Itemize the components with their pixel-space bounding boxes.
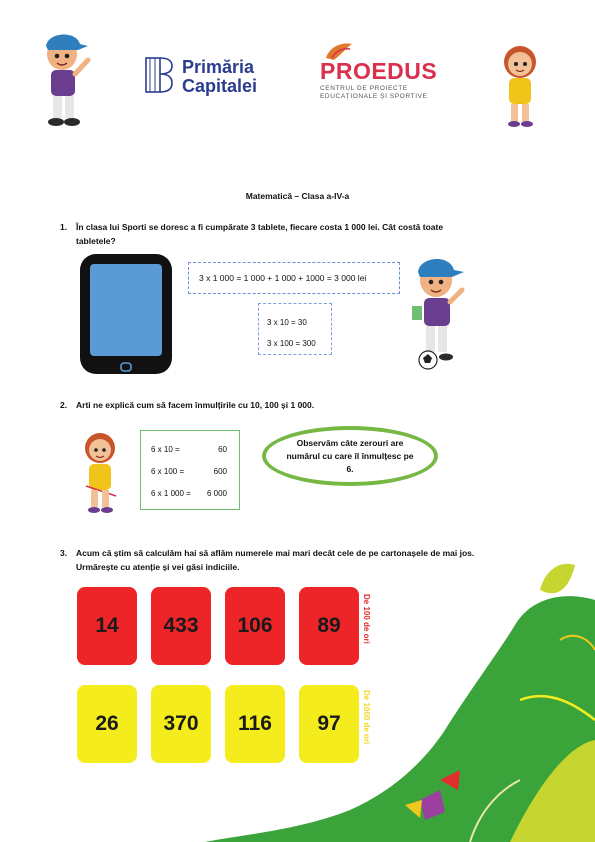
q2-row-right: 60 — [218, 445, 227, 454]
q1-text: În clasa lui Sporti se doresc a fi cumpărate 3 tablete, fiecare costa 1 000 lei. Cât costă toate tabletele? — [76, 222, 444, 246]
q2-row-right: 600 — [213, 467, 227, 476]
red-card: 89 — [299, 587, 359, 665]
q2-speech-bubble — [262, 426, 438, 486]
yellow-card: 370 — [151, 685, 211, 763]
q1-calc-b: 3 x 100 = 300 — [267, 339, 316, 348]
primaria-logo-text — [182, 58, 257, 96]
q2-row-right: 6 000 — [206, 489, 227, 498]
proedus-logo — [320, 40, 444, 98]
q2-multiplication-box — [140, 430, 240, 510]
q2-bubble-text: Observăm câte zerouri are numărul cu care îl înmulțesc pe 6. — [286, 437, 414, 474]
q1-number: 1. — [60, 222, 68, 232]
boy-mascot-with-ball — [408, 250, 472, 370]
q2-text: Arti ne explică cum să facem înmulțirile cu 10, 100 și 1 000. — [76, 400, 315, 410]
q3-number: 3. — [60, 548, 68, 558]
red-cards-label: De 100 de ori — [362, 594, 371, 644]
logo1-line2: Capitalei — [182, 76, 258, 96]
q2-row-left: 6 x 100 = — [151, 467, 185, 476]
proedus-subtitle — [320, 85, 427, 100]
q2-row-left: 6 x 1 000 = — [151, 489, 191, 498]
q2-number: 2. — [60, 400, 68, 410]
yellow-cards-label: De 1000 de ori — [362, 690, 371, 745]
yellow-card: 116 — [225, 685, 285, 763]
q2-row — [151, 483, 227, 505]
girl-mascot — [496, 38, 546, 128]
proedus-sub-line1: CENTRUL DE PROIECTE — [320, 85, 408, 92]
yellow-card: 26 — [77, 685, 137, 763]
red-card: 433 — [151, 587, 211, 665]
q2-row — [151, 439, 227, 461]
q2-row — [151, 461, 227, 483]
q1-main-calc-box — [188, 262, 400, 294]
yellow-card: 97 — [299, 685, 359, 763]
q2-row-left: 6 x 10 = — [151, 445, 180, 454]
q1-small-calc-box — [258, 303, 332, 355]
page-title: Matematică – Clasa a-IV-a — [245, 191, 350, 201]
primaria-logo-icon — [144, 56, 174, 94]
boy-mascot — [38, 26, 94, 132]
girl-mascot-small — [76, 426, 126, 516]
logo1-line1: Primăria — [182, 57, 255, 77]
proedus-wordmark: PROEDUS — [320, 58, 438, 84]
red-card: 14 — [77, 587, 137, 665]
q1-calc-a: 3 x 10 = 30 — [267, 318, 307, 327]
q3-text: Acum că știm să calculăm hai să aflăm numerele mai mari decât cele de pe cartonașele de mai jos. Urmărește cu atenție și vei găsi indiciile. — [76, 548, 475, 572]
proedus-sub-line2: EDUCAȚIONALE ȘI SPORTIVE — [320, 92, 428, 100]
tablet-icon — [78, 252, 174, 376]
q1-main-calc: 3 x 1 000 = 1 000 + 1 000 + 1000 = 3 000 lei — [199, 273, 367, 283]
red-card: 106 — [225, 587, 285, 665]
